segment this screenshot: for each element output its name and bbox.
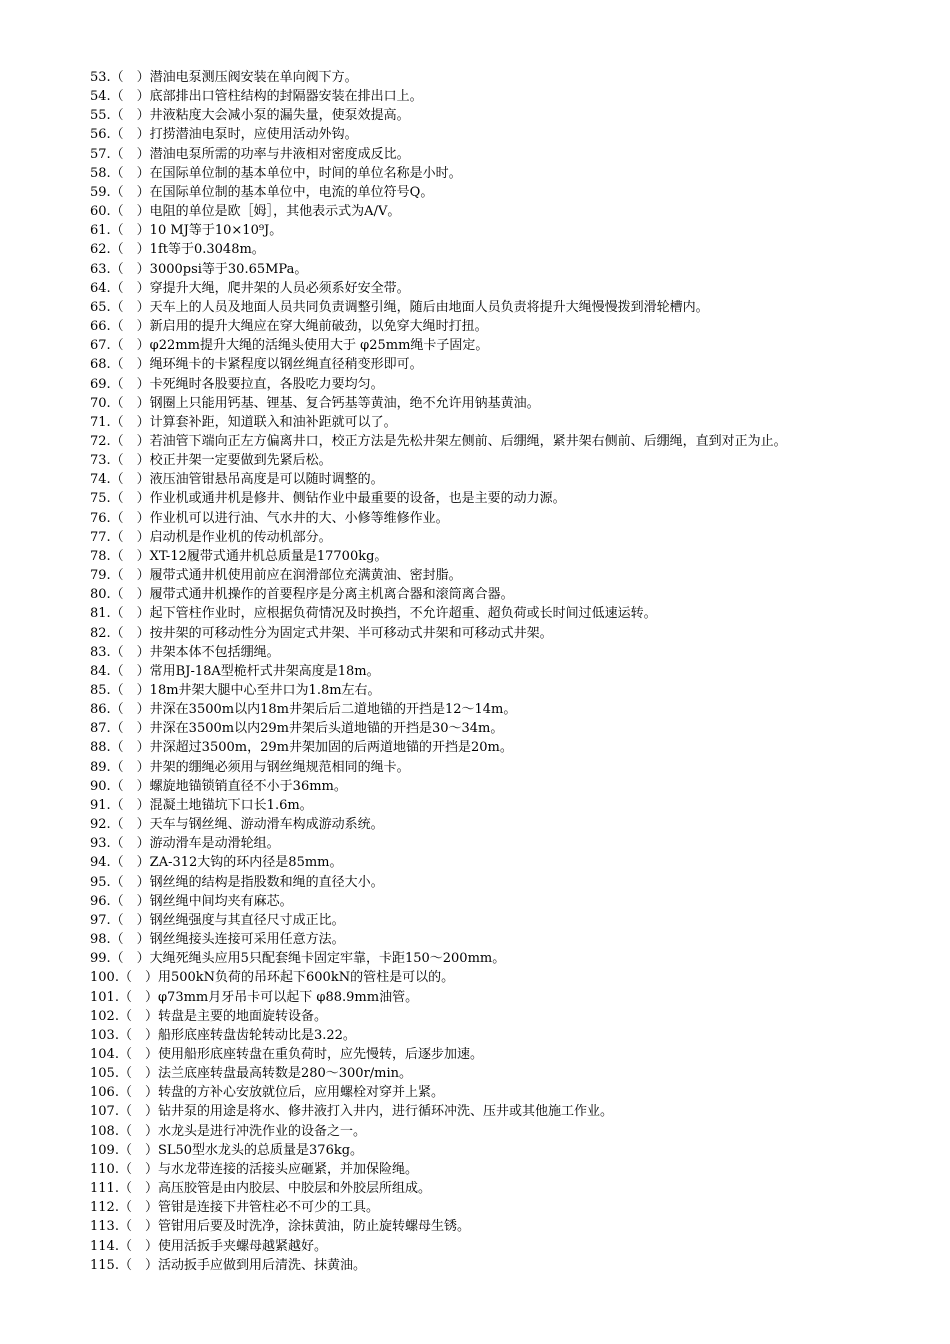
question-item: 100.（ ）用500kN负荷的吊环起下600kN的管柱是可以的。 xyxy=(90,970,455,986)
question-item: 92.（ ）天车与钢丝绳、游动滑车构成游动系统。 xyxy=(90,817,384,833)
question-item: 107.（ ）钻井泵的用途是将水、修井液打入井内，进行循环冲洗、压井或其他施工作业。 xyxy=(90,1104,613,1120)
question-item: 86.（ ）井深在3500m以内18m井架后后二道地锚的开挡是12～14m。 xyxy=(90,702,517,718)
question-item: 55.（ ）井液粘度大会减小泵的漏失量，使泵效提高。 xyxy=(90,108,410,124)
question-item: 71.（ ）计算套补距，知道联入和油补距就可以了。 xyxy=(90,414,397,430)
question-item: 66.（ ）新启用的提升大绳应在穿大绳前破劲，以免穿大绳时打扭。 xyxy=(90,319,488,335)
question-item: 83.（ ）井架本体不包括绷绳。 xyxy=(90,644,280,660)
question-item: 68.（ ）绳环绳卡的卡紧程度以钢丝绳直径稍变形即可。 xyxy=(90,357,423,373)
question-item: 110.（ ）与水龙带连接的活接头应砸紧，并加保险绳。 xyxy=(90,1161,418,1177)
question-item: 82.（ ）按井架的可移动性分为固定式井架、半可移动式井架和可移动式井架。 xyxy=(90,625,553,641)
question-item: 111.（ ）高压胶管是由内胶层、中胶层和外胶层所组成。 xyxy=(90,1181,431,1197)
question-item: 104.（ ）使用船形底座转盘在重负荷时，应先慢转，后逐步加速。 xyxy=(90,1046,483,1062)
question-item: 91.（ ）混凝土地锚坑下口长1.6m。 xyxy=(90,797,313,813)
question-item: 61.（ ）10 MJ等于10×10⁹J。 xyxy=(90,223,283,239)
question-item: 94.（ ）ZA-312大钩的环内径是85mm。 xyxy=(90,855,343,871)
question-item: 114.（ ）使用活扳手夹螺母越紧越好。 xyxy=(90,1238,327,1254)
question-item: 97.（ ）钢丝绳强度与其直径尺寸成正比。 xyxy=(90,912,345,928)
question-item: 67.（ ）φ22mm提升大绳的活绳头使用大于 φ25mm绳卡子固定。 xyxy=(90,338,489,354)
question-item: 70.（ ）钢圈上只能用钙基、锂基、复合钙基等黄油，绝不允许用钠基黄油。 xyxy=(90,395,540,411)
question-item: 95.（ ）钢丝绳的结构是指股数和绳的直径大小。 xyxy=(90,874,384,890)
question-item: 53.（ ）潜油电泵测压阀安装在单向阀下方。 xyxy=(90,70,358,85)
question-item: 101.（ ）φ73mm月牙吊卡可以起下 φ88.9mm油管。 xyxy=(90,989,419,1005)
question-item: 96.（ ）钢丝绳中间均夹有麻芯。 xyxy=(90,893,293,909)
question-item: 106.（ ）转盘的方补心安放就位后，应用螺栓对穿并上紧。 xyxy=(90,1085,444,1101)
question-item: 80.（ ）履带式通井机操作的首要程序是分离主机离合器和滚筒离合器。 xyxy=(90,587,514,603)
question-item: 112.（ ）管钳是连接下井管柱必不可少的工具。 xyxy=(90,1200,379,1216)
question-item: 105.（ ）法兰底座转盘最高转数是280～300r/min。 xyxy=(90,1066,413,1082)
question-item: 65.（ ）天车上的人员及地面人员共同负责调整引绳，随后由地面人员负责将提升大绳慢慢拨到滑轮槽内。 xyxy=(90,299,709,315)
question-item: 90.（ ）螺旋地锚锁销直径不小于36mm。 xyxy=(90,778,347,794)
question-item: 87.（ ）井深在3500m以内29m井架后头道地锚的开挡是30～34m。 xyxy=(90,721,504,737)
question-item: 62.（ ）1ft等于0.3048m。 xyxy=(90,242,265,258)
question-item: 99.（ ）大绳死绳头应用5只配套绳卡固定牢靠，卡距150～200mm。 xyxy=(90,951,506,967)
question-item: 76.（ ）作业机可以进行油、气水井的大、小修等维修作业。 xyxy=(90,510,449,526)
question-item: 102.（ ）转盘是主要的地面旋转设备。 xyxy=(90,1008,327,1024)
question-item: 78.（ ）XT-12履带式通井机总质量是17700kg。 xyxy=(90,548,388,564)
question-item: 59.（ ）在国际单位制的基本单位中，电流的单位符号Q。 xyxy=(90,184,434,200)
question-item: 89.（ ）井架的绷绳必须用与钢丝绳规范相同的绳卡。 xyxy=(90,759,410,775)
question-item: 81.（ ）起下管柱作业时，应根据负荷情况及时换挡，不允许超重、超负荷或长时间过低速运转。 xyxy=(90,606,657,622)
question-item: 77.（ ）启动机是作业机的传动机部分。 xyxy=(90,529,332,545)
question-item: 75.（ ）作业机或通井机是修井、侧钻作业中最重要的设备，也是主要的动力源。 xyxy=(90,491,566,507)
question-item: 85.（ ）18m井架大腿中心至井口为1.8m左右。 xyxy=(90,683,381,698)
question-item: 72.（ ）若油管下端向正左方偏离井口，校正方法是先松井架左侧前、后绷绳，紧井架右侧前、后绷绳，直到对正为止。 xyxy=(90,433,787,449)
question-item: 60.（ ）电阻的单位是欧［姆］，其他表示式为A/V。 xyxy=(90,204,401,220)
question-item: 103.（ ）船形底座转盘齿轮转动比是3.22。 xyxy=(90,1027,356,1043)
question-item: 109.（ ）SL50型水龙头的总质量是376kg。 xyxy=(90,1142,364,1158)
question-item: 58.（ ）在国际单位制的基本单位中，时间的单位名称是小时。 xyxy=(90,165,462,181)
question-item: 84.（ ）常用BJ-18A型桅杆式井架高度是18m。 xyxy=(90,663,380,679)
question-item: 88.（ ）井深超过3500m，29m井架加固的后两道地锚的开挡是20m。 xyxy=(90,740,513,756)
question-item: 73.（ ）校正井架一定要做到先紧后松。 xyxy=(90,453,332,469)
question-item: 64.（ ）穿提升大绳，爬井架的人员必须系好安全带。 xyxy=(90,280,410,296)
question-item: 115.（ ）活动扳手应做到用后清洗、抹黄油。 xyxy=(90,1257,366,1273)
question-item: 79.（ ）履带式通井机使用前应在润滑部位充满黄油、密封脂。 xyxy=(90,568,462,584)
question-item: 74.（ ）液压油管钳悬吊高度是可以随时调整的。 xyxy=(90,472,384,488)
question-item: 108.（ ）水龙头是进行冲洗作业的设备之一。 xyxy=(90,1123,366,1139)
question-item: 57.（ ）潜油电泵所需的功率与井液相对密度成反比。 xyxy=(90,146,410,162)
question-item: 113.（ ）管钳用后要及时洗净，涂抹黄油，防止旋转螺母生锈。 xyxy=(90,1219,470,1235)
question-list xyxy=(90,68,870,1275)
question-item: 98.（ ）钢丝绳接头连接可采用任意方法。 xyxy=(90,932,345,948)
question-item: 69.（ ）卡死绳时各股要拉直，各股吃力要均匀。 xyxy=(90,376,384,392)
question-item: 54.（ ）底部排出口管柱结构的封隔器安装在排出口上。 xyxy=(90,89,423,105)
question-item: 93.（ ）游动滑车是动滑轮组。 xyxy=(90,836,280,852)
question-item: 56.（ ）打捞潜油电泵时，应使用活动外钩。 xyxy=(90,127,358,143)
question-item: 63.（ ）3000psi等于30.65MPa。 xyxy=(90,261,308,277)
